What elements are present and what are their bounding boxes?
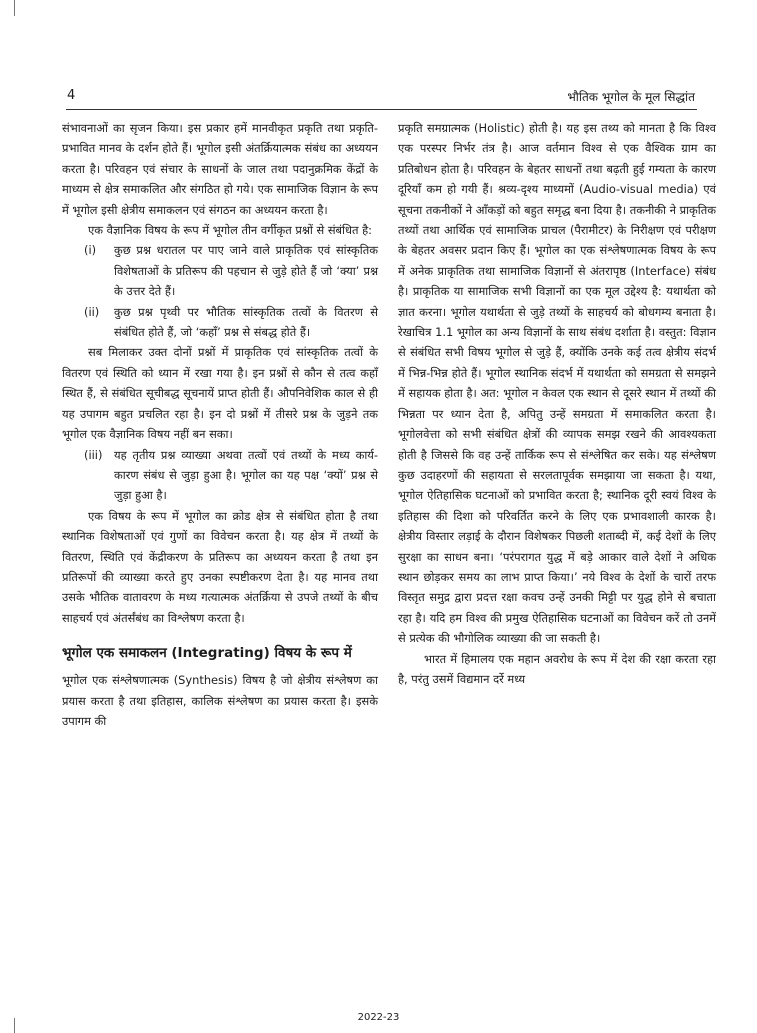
footer-code: 2022-23 bbox=[357, 1012, 400, 1023]
crop-mark-top bbox=[14, 0, 15, 16]
left-paragraph-2: एक वैज्ञानिक विषय के रूप में भूगोल तीन वर्गीकृत प्रश्नों से संबंधित है: bbox=[88, 223, 372, 238]
question-item-1 bbox=[62, 240, 378, 301]
section-heading: भूगोल एक समाकलन (Integrating) विषय के रूप में bbox=[62, 645, 352, 662]
left-column bbox=[62, 118, 378, 731]
left-paragraph-4: एक विषय के रूप में भूगोल का क्रोड क्षेत्र से संबंधित होता है तथा स्थानिक विशेषताओं एवं गुणों का विवेचन करता है। यह क्षेत्र में तथ्यों के वितरण, स्थिति एवं केंद्रीकरण के प्रतिरूप का अध्ययन करता है तथा इन प्रतिरूपों की व्याख्या करते हुए उनका स्पष्टीकरण देता है। यह मानव तथा उसके भौतिक वातावरण के मध्य गत्यात्मक अंतर्क्रिया से उपजे तथ्यों के बीच साहचर्य एवं अंतर्संबंध का विश्लेषण करता है। bbox=[62, 508, 378, 625]
running-title: भौतिक भूगोल के मूल सिद्धांत bbox=[567, 90, 695, 104]
item-number: (ii) bbox=[84, 304, 100, 319]
header-rule bbox=[66, 109, 697, 110]
item-text: यह तृतीय प्रश्न व्याख्या अथवा तत्वों एवं तथ्यों के मध्य कार्य-कारण संबंध से जुड़ा हुआ है। भूगोल का यह पक्ष ‘क्यों’ प्रश्न से जुड़ा हुआ है। bbox=[114, 447, 378, 503]
item-text: कुछ प्रश्न पृथ्वी पर भौतिक सांस्कृतिक तत्वों के वितरण से संबंधित होते हैं, जो ‘कहाँ’ प्रश्न से संबद्ध होते हैं। bbox=[114, 304, 378, 340]
question-item-2 bbox=[62, 302, 378, 343]
item-number: (iii) bbox=[84, 447, 103, 462]
item-text: कुछ प्रश्न धरातल पर पाए जाने वाले प्राकृतिक एवं सांस्कृतिक विशेषताओं के प्रतिरूप की पहचान से जुड़े होते हैं जो ‘क्या’ प्रश्न के उत्तर देते हैं। bbox=[114, 243, 378, 299]
item-number: (i) bbox=[84, 243, 97, 258]
right-column bbox=[398, 118, 716, 689]
left-paragraph-1: संभावनाओं का सृजन किया। इस प्रकार हमें मानवीकृत प्रकृति तथा प्रकृति-प्रभावित मानव के दर्शन होते हैं। भूगोल इसी अंतर्क्रियात्मक संबंध का अध्ययन करता है। परिवहन एवं संचार के साधनों के जाल तथा पदानुक्रमिक केंद्रों के माध्यम से क्षेत्र समाकलित और संगठित हो गये। एक सामाजिक विज्ञान के रूप में भूगोल इसी क्षेत्रीय समाकलन एवं संगठन का अध्ययन करता है। bbox=[62, 121, 378, 217]
right-paragraph-1: प्रकृति समग्रात्मक (Holistic) होती है। यह इस तथ्य को मानता है कि विश्व एक परस्पर निर्भर तंत्र है। आज वर्तमान विश्व से एक वैश्विक ग्राम का प्रतिबोधन होता है। परिवहन के बेहतर साधनों तथा बढ़ती हुई गम्यता के कारण दूरियाँ कम हो गयी हैं। श्रव्य-दृश्य माध्यमों (Audio-visual media) एवं सूचना तकनीकों ने आँकड़ों को बहुत समृद्ध बना दिया है। तकनीकी ने प्राकृतिक तथ्यों तथा आर्थिक एवं सामाजिक प्राचल (पैरामीटर) के निरीक्षण एवं परीक्षण के बेहतर अवसर प्रदान किए हैं। भूगोल का एक संश्लेषणात्मक विषय के रूप में अनेक प्राकृतिक तथा सामाजिक विज्ञानों से अंतरापृष्ठ (Interface) संबंध है। प्राकृतिक या सामाजिक सभी विज्ञानों का एक मूल उद्देश्य है: यथार्थता को ज्ञात करना। भूगोल यथार्थता से जुड़े तथ्यों के साहचर्य को बोधगम्य बनाता है। रेखाचित्र 1.1 भूगोल का अन्य विज्ञानों के साथ संबंध दर्शाता है। वस्तुत: विज्ञान से संबंधित सभी विषय भूगोल से जुड़े हैं, क्योंकि उनके कई तत्व क्षेत्रीय संदर्भ में भिन्न-भिन्न होते हैं। भूगोल स्थानिक संदर्भ में यथार्थता को समग्रता से समझने में सहायक होता है। अत: भूगोल न केवल एक स्थान से दूसरे स्थान में तथ्यों की भिन्नता पर ध्यान देता है, अपितु उन्हें समग्रता में समाकलित करता है। भूगोलवेत्ता को सभी संबंधित क्षेत्रों की व्यापक समझ रखने की आवश्यकता होती है जिससे कि वह उन्हें तार्किक रूप से संश्लेषित कर सके। यह संश्लेषण कुछ उदाहरणों की सहायता से सरलतापूर्वक समझाया जा सकता है। यथा, भूगोल ऐतिहासिक घटनाओं को प्रभावित करता है; स्थानिक दूरी स्वयं विश्व के इतिहास की दिशा को परिवर्तित करने के लिए एक प्रभावशाली कारक है। क्षेत्रीय विस्तार लड़ाई के दौरान विशेषकर पिछली शताब्दी में, कई देशों के लिए सुरक्षा का साधन बना। ‘परंपरागत युद्ध में बड़े आकार वाले देशों ने अधिक स्थान छोड़कर समय का लाभ प्राप्त किया।’ नये विश्व के देशों के चारों तरफ विस्तृत समुद्र द्वारा प्रदत्त रक्षा कवच उन्हें उनकी मिट्टी पर युद्ध होने से बचाता रहा है। यदि हम विश्व की प्रमुख ऐतिहासिक घटनाओं का विवेचन करें तो उनमें से प्रत्येक की भौगोलिक व्याख्या की जा सकती है। bbox=[398, 121, 716, 646]
left-paragraph-5: भूगोल एक संश्लेषणात्मक (Synthesis) विषय है जो क्षेत्रीय संश्लेषण का प्रयास करता है तथा इतिहास, कालिक संश्लेषण का प्रयास करता है। इसके उपागम की bbox=[62, 673, 378, 728]
right-paragraph-2: भारत में हिमालय एक महान अवरोध के रूप में देश की रक्षा करता रहा है, परंतु उसमें विद्यमान दर्रे मध्य bbox=[398, 651, 716, 686]
question-item-3 bbox=[62, 445, 378, 506]
left-paragraph-3: सब मिलाकर उक्त दोनों प्रश्नों में प्राकृतिक एवं सांस्कृतिक तत्वों के वितरण एवं स्थिति को ध्यान में रखा गया है। इन प्रश्नों से कौन से तत्व कहाँ स्थित हैं, से संबंधित सूचीबद्ध सूचनायें प्राप्त होती हैं। औपनिवेशिक काल से ही यह उपागम बहुत प्रचलित रहा है। इन दो प्रश्नों में तीसरे प्रश्न के जुड़ने तक भूगोल एक वैज्ञानिक विषय नहीं बन सका। bbox=[62, 345, 378, 442]
page-number: 4 bbox=[67, 88, 76, 103]
